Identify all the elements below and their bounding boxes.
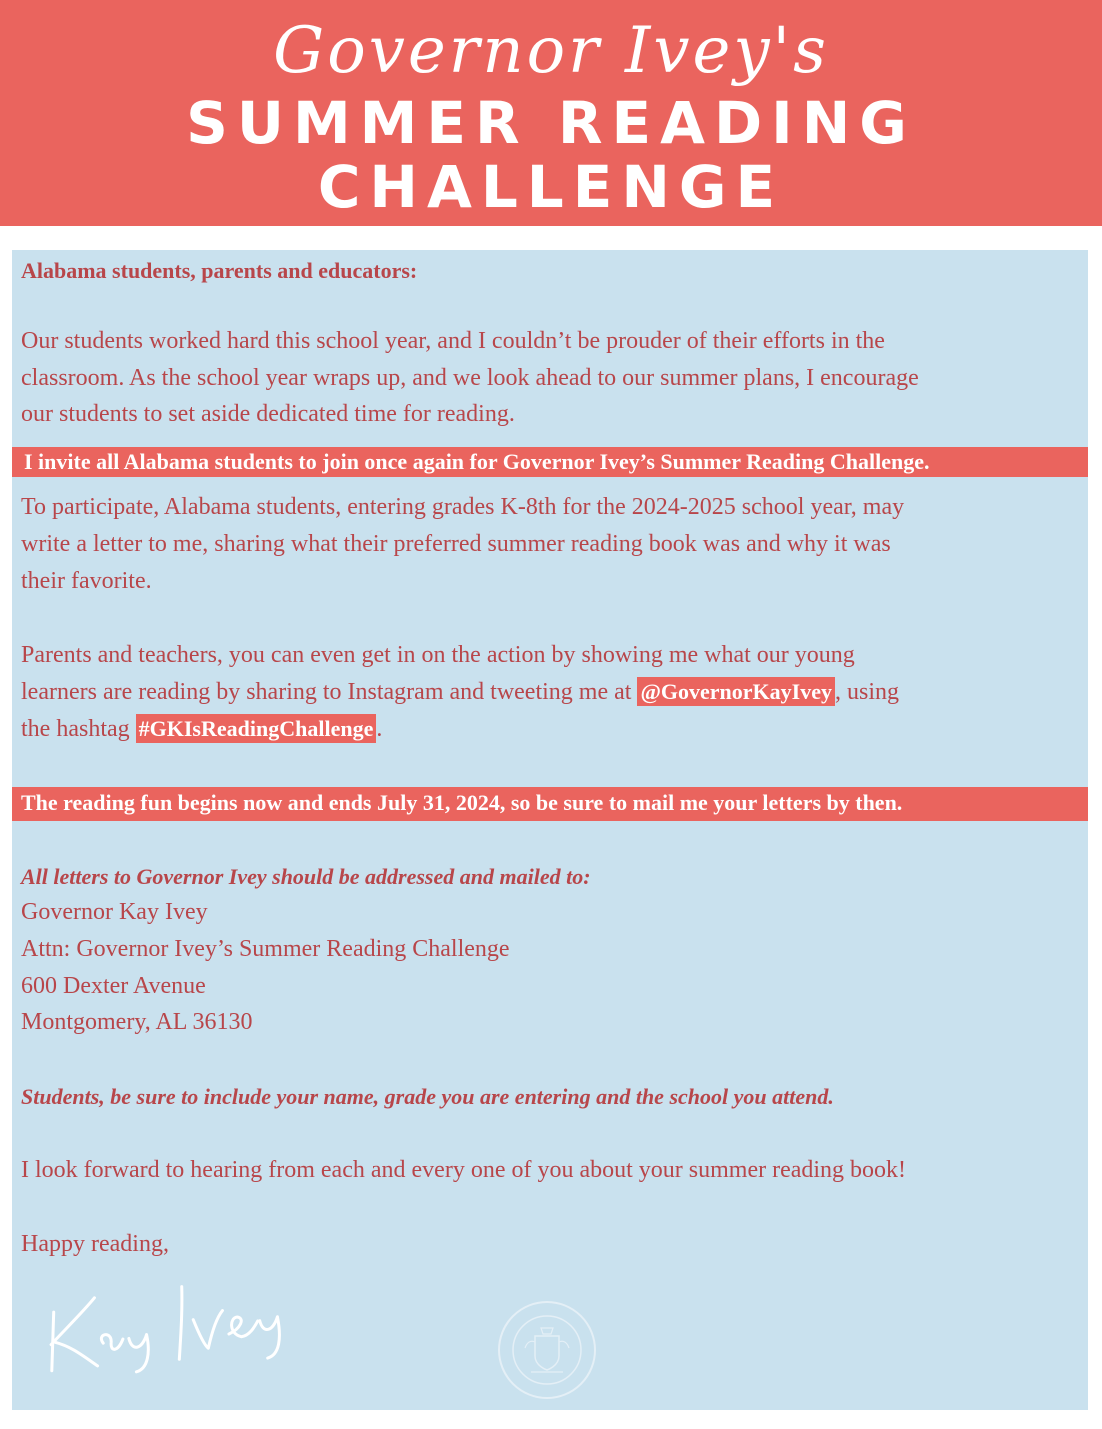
deadline-banner-text: The reading fun begins now and ends July 31, 2024, so be sure to mail me your letters by then.	[21, 790, 903, 815]
invite-banner-text: I invite all Alabama students to join once again for Governor Ivey’s Summer Reading Challenge.	[24, 449, 930, 474]
students-note: Students, be sure to include your name, grade you are entering and the school you attend.	[21, 1084, 834, 1109]
greeting: Alabama students, parents and educators:	[21, 258, 418, 283]
invite-banner	[12, 447, 1088, 477]
hashtag-link[interactable]: #GKIsReadingChallenge	[136, 714, 377, 743]
para3-line2-pre: learners are reading by sharing to Instagram and tweeting me at	[21, 679, 638, 705]
governor-seal-icon	[495, 1298, 599, 1402]
para1-line1: Our students worked hard this school year, and I couldn’t be prouder of their efforts in the	[21, 328, 885, 354]
header-banner	[0, 0, 1102, 226]
para2-line2: write a letter to me, sharing what their preferred summer reading book was and why it was	[21, 531, 891, 557]
signoff: Happy reading,	[21, 1231, 169, 1257]
title-line-1: SUMMER READING	[186, 89, 916, 157]
para2-line1: To participate, Alabama students, entering grades K-8th for the 2024-2025 school year, may	[21, 494, 905, 520]
address-line-3: 600 Dexter Avenue	[21, 973, 206, 999]
deadline-banner	[12, 787, 1088, 821]
closing-line: I look forward to hearing from each and every one of you about your summer reading book!	[21, 1157, 907, 1183]
para3-line3-post: .	[376, 716, 383, 742]
para3-line1: Parents and teachers, you can even get in on the action by showing me what our young	[21, 642, 855, 668]
para3-line3	[21, 710, 382, 748]
script-title: Governor Ivey's	[273, 14, 829, 88]
title-line-2: CHALLENGE	[317, 153, 785, 221]
address-line-4: Montgomery, AL 36130	[21, 1009, 253, 1035]
address-line-2: Attn: Governor Ivey’s Summer Reading Challenge	[21, 936, 510, 962]
para1-line3: our students to set aside dedicated time for reading.	[21, 401, 515, 427]
para3-line2	[21, 673, 899, 711]
twitter-handle-link[interactable]: @GovernorKayIvey	[637, 677, 835, 706]
para1-line2: classroom. As the school year wraps up, and we look ahead to our summer plans, I encourage	[21, 365, 919, 391]
para2-line3: their favorite.	[21, 568, 152, 594]
para3-line3-pre: the hashtag	[21, 716, 136, 742]
address-heading: All letters to Governor Ivey should be addressed and mailed to:	[21, 864, 591, 889]
address-line-1: Governor Kay Ivey	[21, 899, 208, 925]
para3-line2-post: , using	[834, 679, 899, 705]
